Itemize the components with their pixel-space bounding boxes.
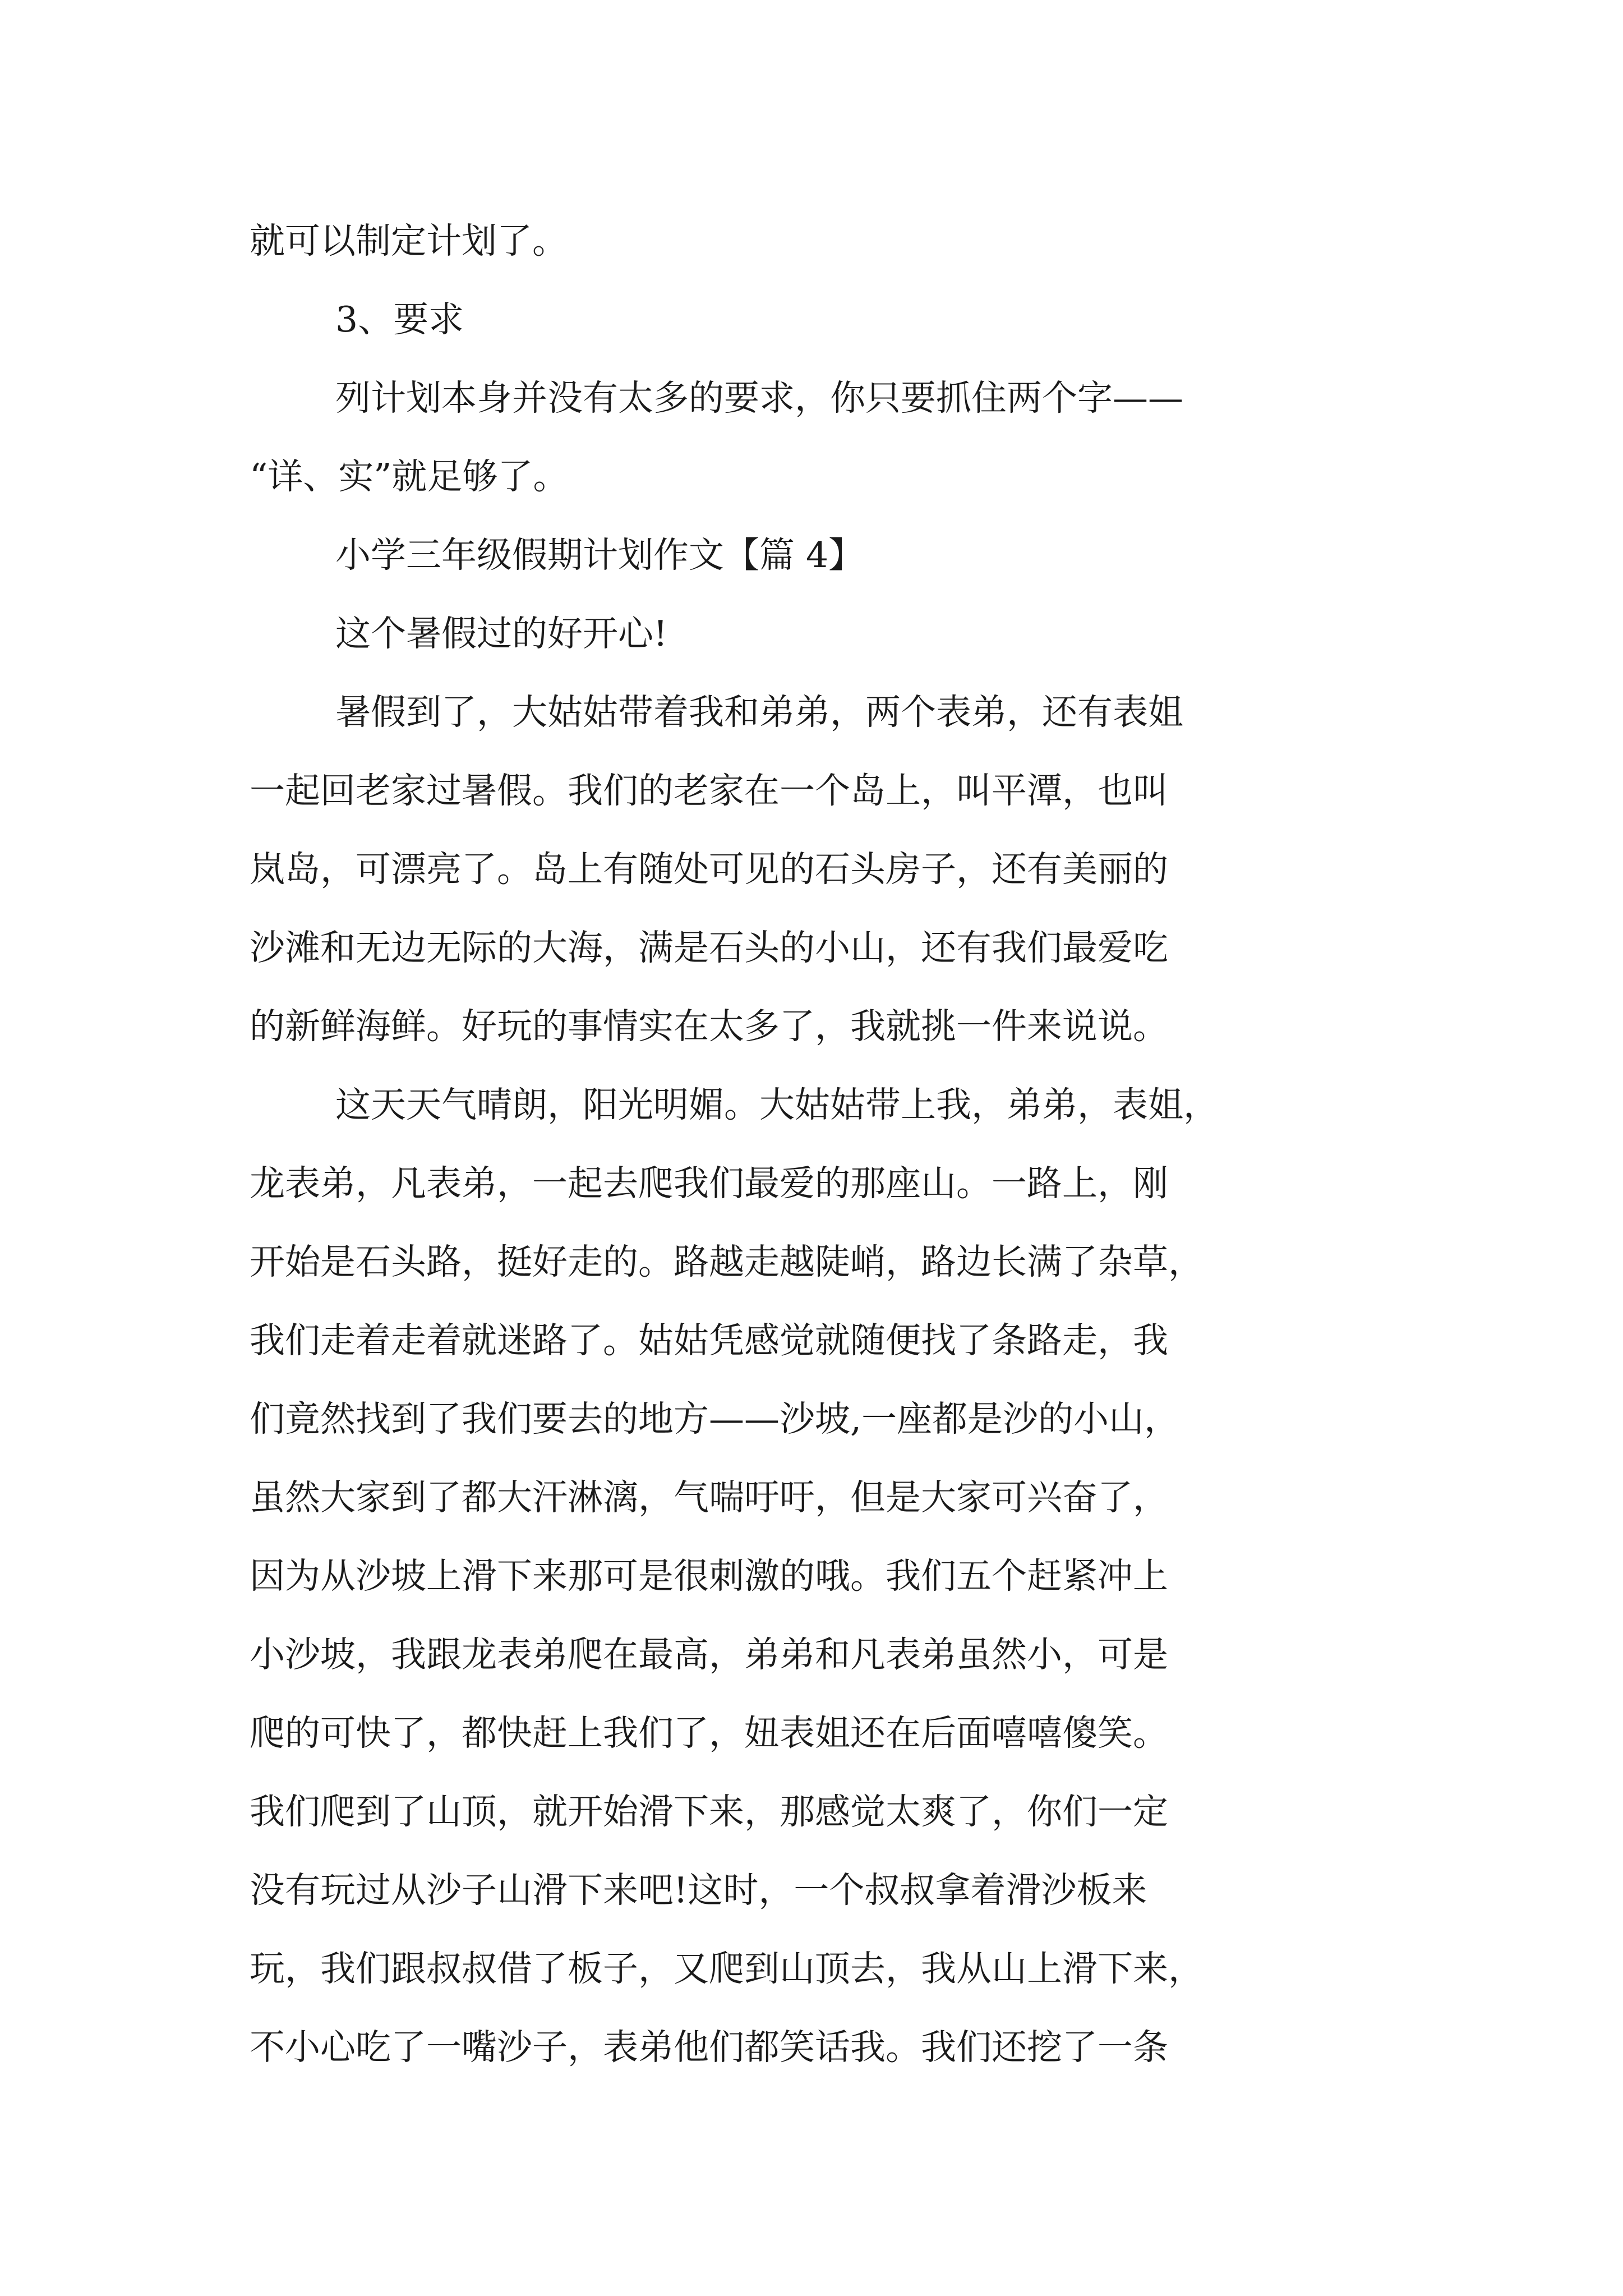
paragraph-line: 不小心吃了一嘴沙子，表弟他们都笑话我。我们还挖了一条	[250, 2027, 1168, 2068]
paragraph-line: 开始是石头路，挺好走的。路越走越陡峭，路边长满了杂草，	[250, 1241, 1204, 1282]
paragraph-line: 一起回老家过暑假。我们的老家在一个岛上，叫平潭，也叫	[250, 770, 1168, 811]
paragraph-line: 虽然大家到了都大汗淋漓，气喘吁吁，但是大家可兴奋了，	[250, 1477, 1168, 1518]
paragraph-line: 因为从沙坡上滑下来那可是很刺激的哦。我们五个赶紧冲上	[250, 1556, 1168, 1596]
paragraph-line: 沙滩和无边无际的大海，满是石头的小山，还有我们最爱吃	[250, 927, 1168, 968]
essay-subtitle: 这个暑假过的好开心!	[335, 613, 668, 654]
essay-title: 小学三年级假期计划作文【篇 4】	[335, 535, 864, 576]
paragraph-line: 龙表弟，凡表弟，一起去爬我们最爱的那座山。一路上，刚	[250, 1163, 1168, 1204]
paragraph-line: 爬的可快了，都快赶上我们了，妞表姐还在后面嘻嘻傻笑。	[250, 1713, 1168, 1754]
paragraph-line: 我们走着走着就迷路了。姑姑凭感觉就随便找了条路走，我	[250, 1320, 1168, 1361]
paragraph-line: 列计划本身并没有太多的要求，你只要抓住两个字——	[335, 378, 1183, 418]
paragraph-line: 小沙坡，我跟龙表弟爬在最高，弟弟和凡表弟虽然小，可是	[250, 1634, 1168, 1675]
section-heading: 3、要求	[335, 299, 464, 340]
paragraph-line: 玩，我们跟叔叔借了板子，又爬到山顶去，我从山上滑下来，	[250, 1948, 1204, 1989]
paragraph-line: “详、实”就足够了。	[250, 456, 569, 497]
paragraph-line: 就可以制定计划了。	[250, 220, 568, 261]
paragraph-line: 的新鲜海鲜。好玩的事情实在太多了，我就挑一件来说说。	[250, 1006, 1168, 1047]
paragraph-line: 暑假到了，大姑姑带着我和弟弟，两个表弟，还有表姐	[335, 692, 1183, 733]
paragraph-line: 岚岛，可漂亮了。岛上有随处可见的石头房子，还有美丽的	[250, 849, 1168, 890]
paragraph-line: 我们爬到了山顶，就开始滑下来，那感觉太爽了，你们一定	[250, 1791, 1168, 1832]
paragraph-line: 没有玩过从沙子山滑下来吧!这时，一个叔叔拿着滑沙板来	[250, 1870, 1147, 1911]
paragraph-line: 这天天气晴朗，阳光明媚。大姑姑带上我，弟弟，表姐，	[335, 1084, 1219, 1125]
paragraph-line: 们竟然找到了我们要去的地方——沙坡,一座都是沙的小山，	[250, 1398, 1180, 1439]
